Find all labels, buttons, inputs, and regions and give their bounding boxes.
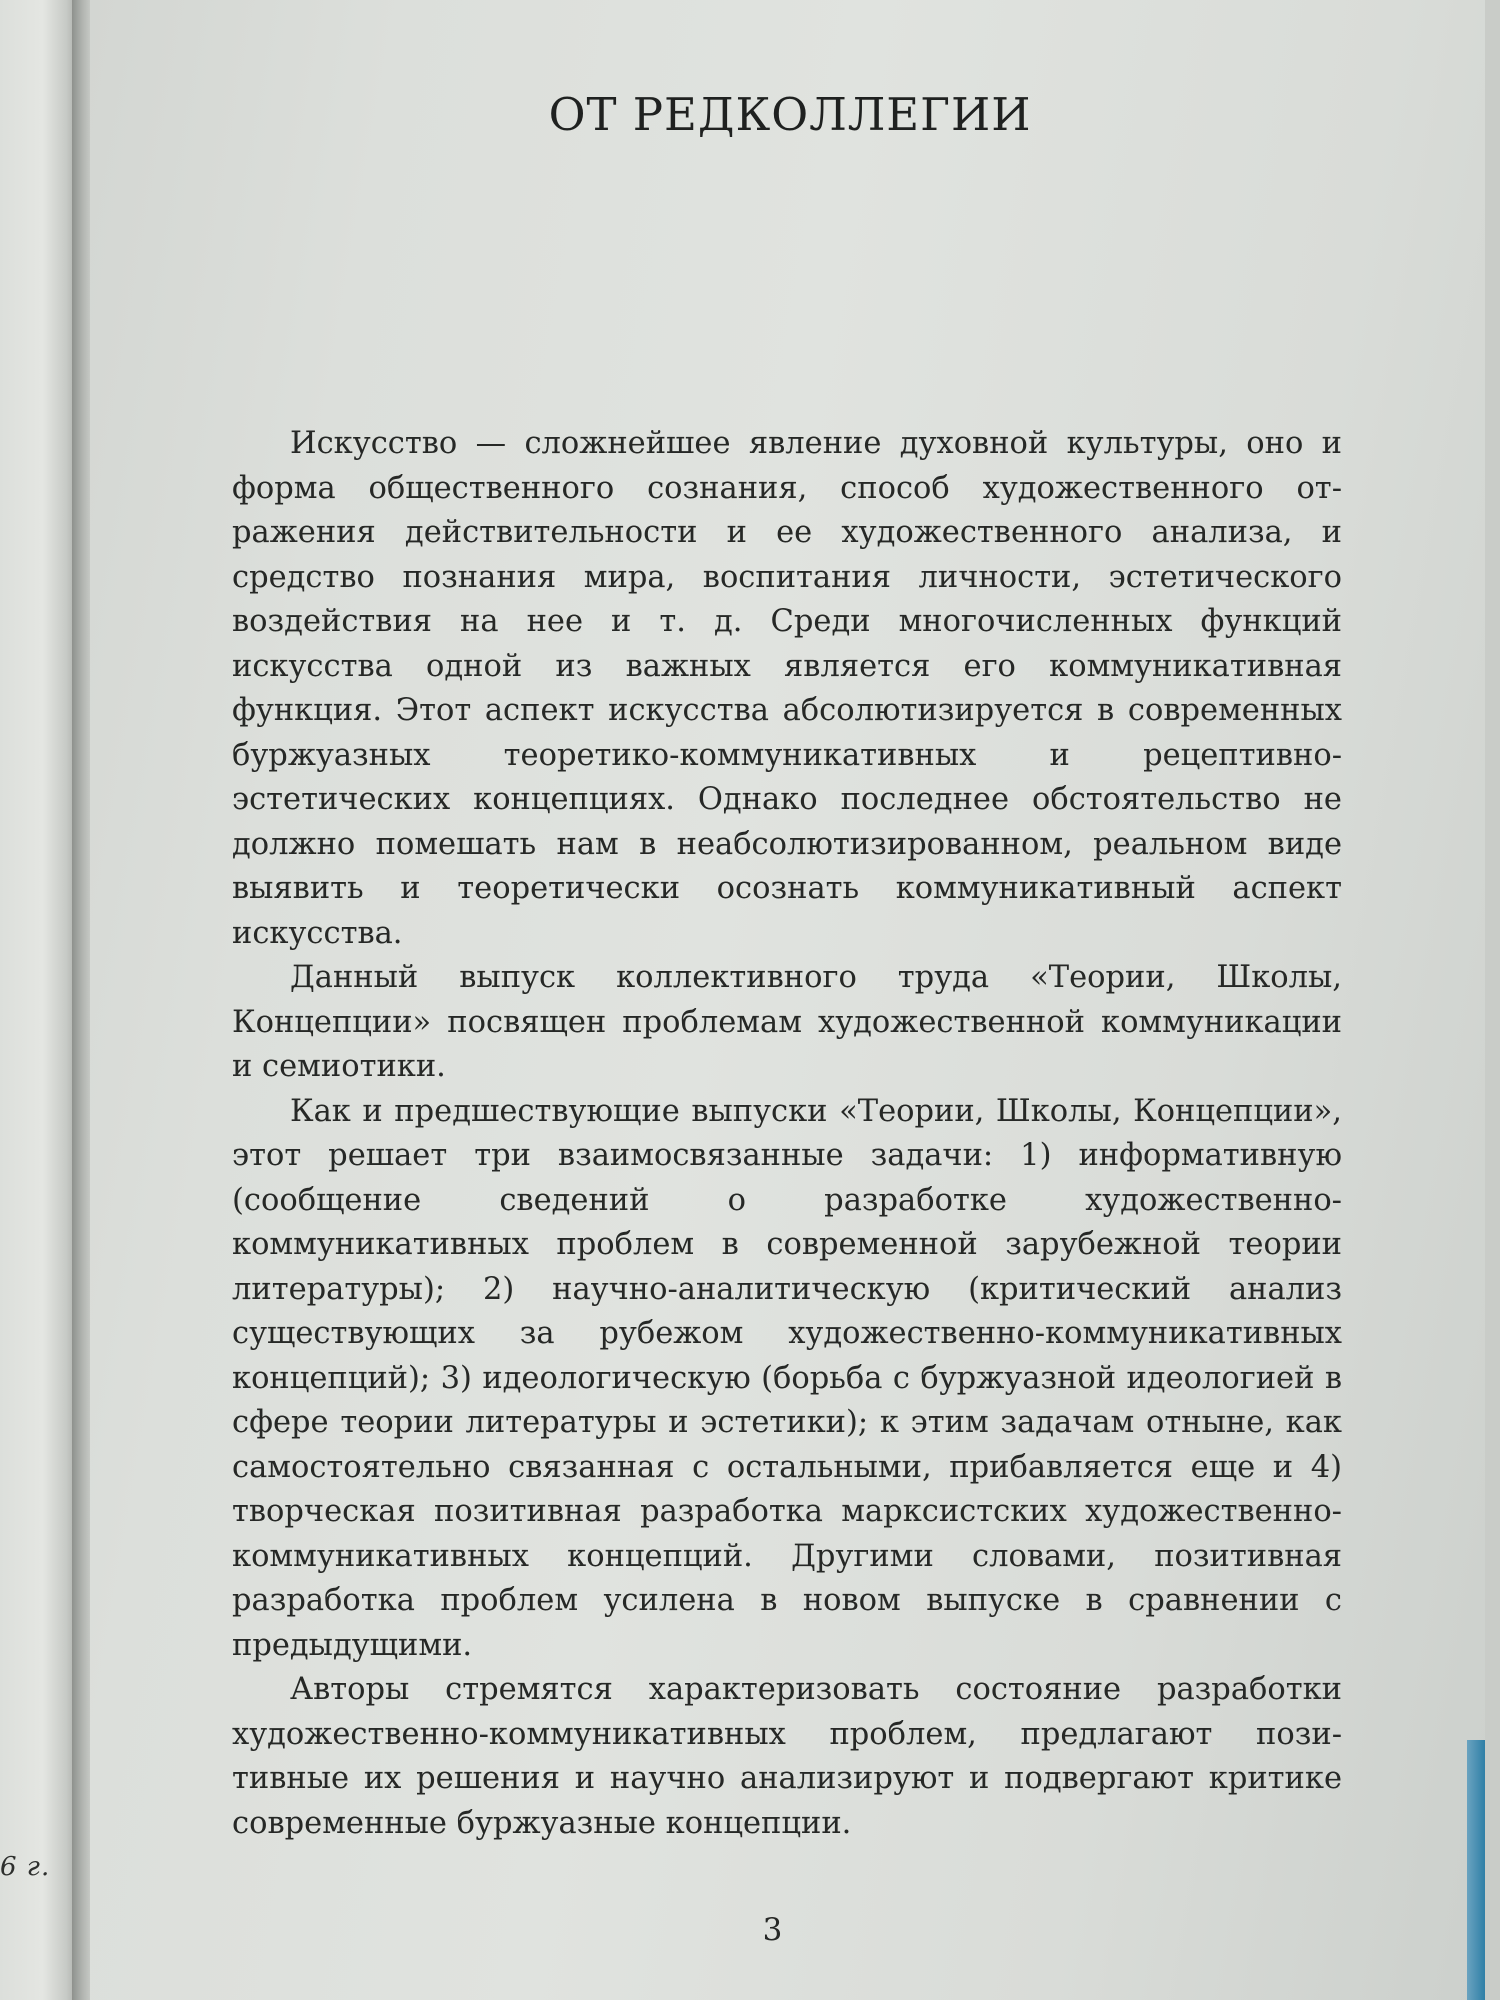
page-title: ОТ РЕДКОЛЛЕГИИ [548,88,1032,141]
page-number: 3 [762,1912,783,1948]
paragraph-2: Данный выпуск коллективного труда «Теории, Школы, Концепции» посвящен проблемам художественной коммуникации и семиотики. [232,960,1342,1084]
paragraph-1: Искусство — сложнейшее явление духовной культуры, оно и форма общественного сознания, способ художественного отражения действительности и ее художественного анализа, и средство познания мира, воспитания личности, эстетического воздействия на нее и т. д. Среди многочисленных функций искусства одной из важных является его коммуникативная функция. Этот аспект искусства абсолютизируется в современных буржуазных теоретико-коммуникативных и рецептивно-эстетических концепциях. Однако последнее обстоятельство не должно помешать нам в неабсолютизированном, реальном виде выявить и теоретически осознать коммуникативный аспект искусства. [232,426,1342,951]
body-text [232,422,1342,1846]
left-page [0,0,78,2000]
left-page-text-fragment: 6 г. [0,1852,51,1882]
page-edge-accent [1467,1740,1485,2000]
paragraph-3: Как и предшествующие выпуски «Теории, Школы, Концепции», этот решает три взаимосвязанные задачи: 1) информативную (сообщение сведений о разработке художественно-коммуникативных проблем в современной зарубежной теории литературы); 2) научно-аналитическую (критический анализ существующих за рубежом художественно-коммуникативных концепций); 3) идеологическую (борьба с буржуазной идеологией в сфере теории литературы и эстетики); к этим задачам отныне, как самостоятельно связанная с остальными, прибавляется еще и 4) творческая позитивная разработка марксистских художественно-коммуникативных концепций. Другими словами, позитивная разработка проблем усилена в новом выпуске в сравнении с предыдущими. [232,1093,1342,1663]
paragraph-4: Авторы стремятся характеризовать состояние разработки художественно-коммуникативных проблем, предлагают позитивные их решения и научно анализируют и подвергают критике современные буржуазные концепции. [232,1672,1342,1841]
